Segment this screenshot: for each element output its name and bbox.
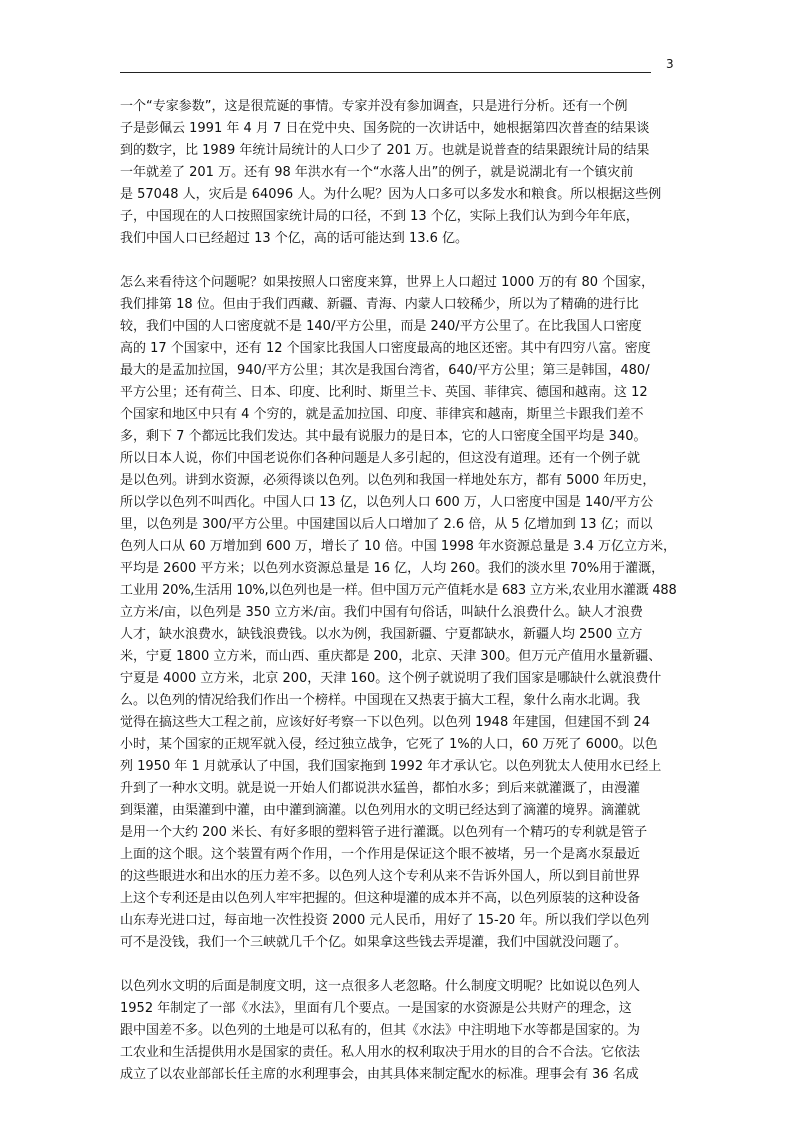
text-line: 小时，某个国家的正规军就入侵，经过独立战争，它死了 1%的人口，60 万死了 6000。以色 (120, 737, 658, 752)
paragraph (120, 272, 676, 954)
paragraph (120, 96, 676, 250)
text-line: 上这个专利还是由以色列人牢牢把握的。但这种堤灌的成本并不高，以色列原装的这种设备 (120, 891, 641, 906)
text-line: 一个“专家参数”，这是很荒诞的事情。专家并没有参加调查，只是进行分析。还有一个例 (120, 99, 628, 114)
text-line: 觉得在搞这些大工程之前，应该好好考察一下以色列。以色列 1948 年建国，但建国不到 24 (120, 715, 651, 730)
text-line: 是以色列。讲到水资源，必须得谈以色列。以色列和我国一样地处东方，都有 5000 年历史， (120, 473, 656, 488)
header-rule (120, 72, 651, 73)
text-line: 色列人口从 60 万增加到 600 万，增长了 10 倍。中国 1998 年水资源总量是 3.4 万亿立方米， (120, 539, 676, 554)
text-line: 跟中国差不多。以色列的土地是可以私有的，但其《水法》中注明地下水等都是国家的。为 (120, 1023, 641, 1038)
text-line: 平方公里；还有荷兰、日本、印度、比利时、斯里兰卡、英国、菲律宾、德国和越南。这 12 (120, 385, 648, 400)
text-line: 上面的这个眼。这个装置有两个作用，一个作用是保证这个眼不被堵，另一个是离水泵最近 (120, 847, 641, 862)
text-line: 到渠灌，由渠灌到中灌，由中灌到滴灌。以色列用水的文明已经达到了滴灌的境界。滴灌就 (120, 803, 641, 818)
text-line: 工农业和生活提供用水是国家的责任。私人用水的权利取决于用水的目的合不合法。它依法 (120, 1045, 641, 1060)
text-line: 是用一个大约 200 米长、有好多眼的塑料管子进行灌溉。以色列有一个精巧的专利就是管子 (120, 825, 648, 840)
text-line: 里，以色列是 300/平方公里。中国建国以后人口增加了 2.6 倍，从 5 亿增加到 13 亿；而以 (120, 517, 653, 532)
text-line: 子，中国现在的人口按照国家统计局的口径，不到 13 个亿，实际上我们认为到今年年底， (120, 209, 639, 224)
text-line: 以色列水文明的后面是制度文明，这一点很多人老忽略。什么制度文明呢？比如说以色列人 (120, 979, 641, 994)
text-line: 成立了以农业部部长任主席的水利理事会，由其具体来制定配水的标准。理事会有 36 名成 (120, 1067, 639, 1082)
text-line: 么。以色列的情况给我们作出一个榜样。中国现在又热衷于搞大工程，象什么南水北调。我 (120, 693, 641, 708)
document-body (120, 96, 676, 1086)
text-line: 宁夏是 4000 立方米，北京 200，天津 160。这个例子就说明了我们国家是哪缺什么就浪费什 (120, 671, 662, 686)
text-line: 的这些眼进水和出水的压力差不多。以色列人这个专利从来不告诉外国人，所以到目前世界 (120, 869, 641, 884)
text-line: 1952 年制定了一部《水法》，里面有几个要点。一是国家的水资源是公共财产的理念，这 (120, 1001, 632, 1016)
text-line: 最大的是孟加拉国，940/平方公里；其次是我国台湾省，640/平方公里；第三是韩国，480/ (120, 363, 650, 378)
text-line: 到的数字，比 1989 年统计局统计的人口少了 201 万。也就是说普查的结果跟统计局的结果 (120, 143, 650, 158)
text-line: 山东寿光进口过，每亩地一次性投资 2000 元人民币，用好了 15-20 年。所以我们学以色列 (120, 913, 650, 928)
text-line: 人才，缺水浪费水，缺钱浪费钱。以水为例，我国新疆、宁夏都缺水，新疆人均 2500 立方 (120, 627, 643, 642)
text-line: 高的 17 个国家中，还有 12 个国家比我国人口密度最高的地区还密。其中有四穷八富。密度 (120, 341, 651, 356)
text-line: 升到了一种水文明。就是说一开始人们都说洪水猛兽，都怕水多；到后来就灌溉了，由漫灌 (120, 781, 641, 796)
text-line: 怎么来看待这个问题呢？如果按照人口密度来算，世界上人口超过 1000 万的有 80 个国家， (120, 275, 655, 290)
text-line: 我们排第 18 位。但由于我们西藏、新疆、青海、内蒙人口较稀少，所以为了精确的进行比 (120, 297, 639, 312)
text-line: 是 57048 人，灾后是 64096 人。为什么呢？因为人口多可以多发水和粮食。所以根据这些例 (120, 187, 662, 202)
text-line: 米，宁夏 1800 立方米，而山西、重庆都是 200，北京、天津 300。但万元产值用水量新疆、 (120, 649, 662, 664)
text-line: 平均是 2600 平方米；以色列水资源总量是 16 亿，人均 260。我们的淡水里 70%用于灌溉， (120, 561, 665, 576)
text-line: 个国家和地区中只有 4 个穷的，就是孟加拉国、印度、菲律宾和越南，斯里兰卡跟我们差不 (120, 407, 644, 422)
text-line: 列 1950 年 1 月就承认了中国，我们国家拖到 1992 年才承认它。以色列犹太人使用水已经上 (120, 759, 662, 774)
text-line: 所以日本人说，你们中国老说你们各种问题是人多引起的，但这没有道理。还有一个例子就 (120, 451, 641, 466)
text-line: 多，剩下 7 个都远比我们发达。其中最有说服力的是日本，它的人口密度全国平均是 340。 (120, 429, 647, 444)
text-line: 我们中国人口已经超过 13 个亿，高的话可能达到 13.6 亿。 (120, 231, 469, 246)
text-line: 可不是没钱，我们一个三峡就几千个亿。如果拿这些钱去弄堤灌，我们中国就没问题了。 (120, 935, 628, 950)
paragraph (120, 976, 676, 1086)
page-number: 3 (666, 57, 674, 71)
text-line: 子是彭佩云 1991 年 4 月 7 日在党中央、国务院的一次讲话中，她根据第四次普查的结果谈 (120, 121, 650, 136)
text-line: 一年就差了 201 万。还有 98 年洪水有一个“水落人出”的例子，就是说湖北有一个镇灾前 (120, 165, 634, 180)
text-line: 所以学以色列不叫西化。中国人口 13 亿，以色列人口 600 万，人口密度中国是 140/平方公 (120, 495, 654, 510)
text-line: 工业用 20%,生活用 10%,以色列也是一样。但中国万元产值耗水是 683 立方米,农业用水灌溉 488 (120, 583, 676, 598)
text-line: 立方米/亩，以色列是 350 立方米/亩。我们中国有句俗话，叫缺什么浪费什么。缺人才浪费 (120, 605, 643, 620)
text-line: 较，我们中国的人口密度就不是 140/平方公里，而是 240/平方公里了。在比我国人口密度 (120, 319, 642, 334)
